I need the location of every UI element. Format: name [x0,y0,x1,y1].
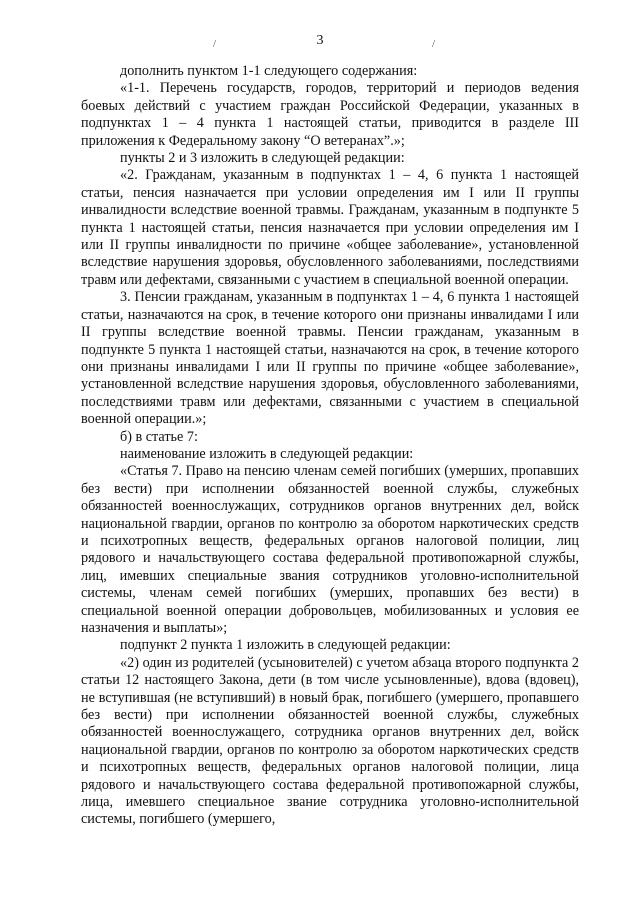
scan-mark-left: / [213,38,217,50]
paragraph-9: подпункт 2 пункта 1 изложить в следующей редакции: [120,637,451,654]
paragraph-10: «2) один из родителей (усыновителей) с учетом абзаца второго подпункта 2 статьи 12 настоящего Закона, дети (в том числе усыновленные), вдова (вдовец), не вступившая (не вступивший) в новый брак, погибшего (умершего, пропавшего без вести) при исполнении обязанностей военной службы, служебных обязанностей военнослужащего, сотрудника органов внутренних дел, войск национальной гвардии, органов по контролю за оборотом наркотических средств и психотропных веществ, федеральных органов налоговой полиции, лица рядового и начальствующего состава федеральной противопожарной службы, лица, имевшего специальное звание сотрудника уголовно-исполнительной системы, погибшего (умершего, [81,654,579,828]
paragraph-7: наименование изложить в следующей редакции: [120,445,414,462]
paragraph-2: «1-1. Перечень государств, городов, территорий и периодов ведения боевых действий с участием граждан Российской Федерации, указанных в подпунктах 1 – 4 пункта 1 настоящей статьи, приводится в разделе III приложения к Федеральному закону “О ветеранах”.»; [81,80,579,149]
scan-mark-right: / [432,38,436,50]
paragraph-5: 3. Пенсии гражданам, указанным в подпунктах 1 – 4, 6 пункта 1 настоящей статьи, назначаются на срок, в течение которого они признаны инвалидами I или II группы вследствие военной травмы. Пенсии гражданам, указанным в подпункте 5 пункта 1 настоящей статьи, назначаются на срок, в течение которого они признаны инвалидами I или II группы по причине «общее заболевание», установленной вследствие нарушения здоровья, обусловленного заболеваниями, последствиями травм или дефектами, связанными с участием в специальной военной операции.»; [81,289,579,428]
page-number: 3 [316,33,324,48]
document-body [81,63,579,829]
paragraph-4: «2. Гражданам, указанным в подпунктах 1 – 4, 6 пункта 1 настоящей статьи, пенсия назначается при условии определения им I или II группы инвалидности вследствие военной травмы. Гражданам, указанным в подпункте 5 пункта 1 настоящей статьи, пенсия назначается при условии определения им I или II группы инвалидности по причине «общее заболевание», установленной вследствие нарушения здоровья, обусловленного заболеваниями, последствиями травм или дефектами, связанными с участием в специальной военной операции. [81,167,579,288]
paragraph-8: «Статья 7. Право на пенсию членам семей погибших (умерших, пропавших без вести) при исполнении обязанностей военной службы, служебных обязанностей военнослужащих, сотрудников органов внутренних дел, войск национальной гвардии, органов по контролю за оборотом наркотических средств и психотропных веществ, федеральных органов налоговой полиции, лиц рядового и начальствующего состава федеральной противопожарной службы, лиц, имевших специальные звания сотрудников уголовно-исполнительной системы, членам семей погибших (умерших, пропавших без вести) в специальной военной операции добровольцев, мобилизованных и условия ее назначения и выплаты»; [81,463,579,636]
paragraph-6: б) в статье 7: [120,428,198,445]
paragraph-3: пункты 2 и 3 изложить в следующей редакции: [120,150,405,167]
paragraph-1: дополнить пунктом 1-1 следующего содержания: [120,63,418,79]
